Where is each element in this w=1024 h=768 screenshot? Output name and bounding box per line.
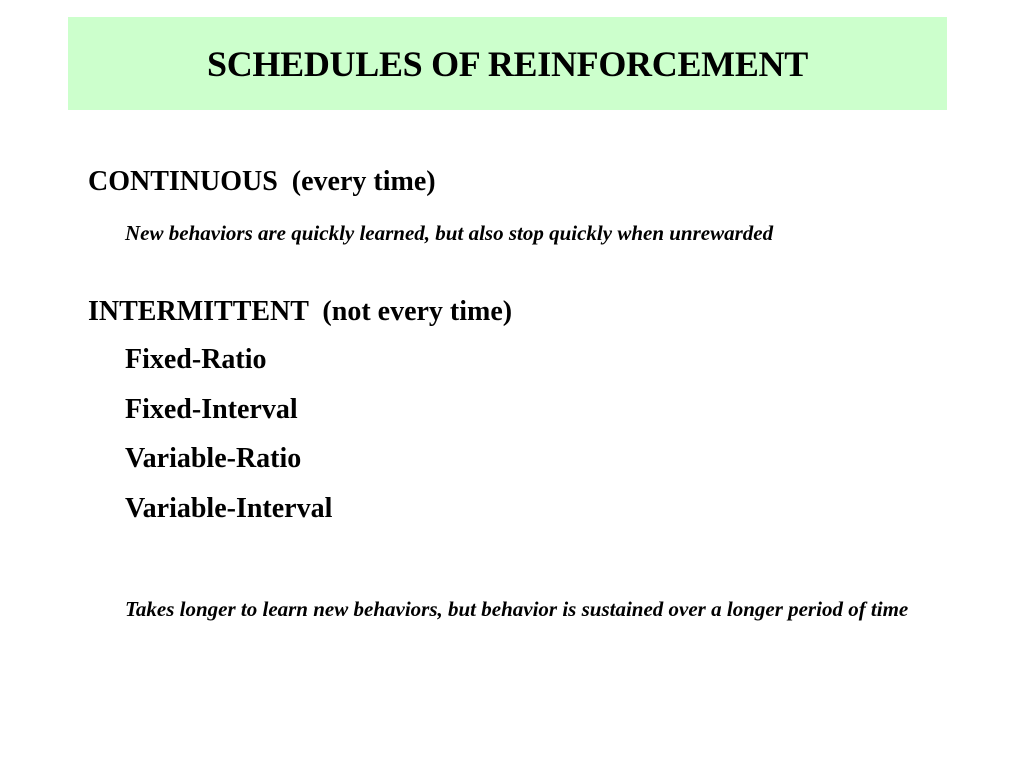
slide-title: SCHEDULES OF REINFORCEMENT (207, 43, 808, 84)
schedule-list (125, 346, 332, 544)
intermittent-note: Takes longer to learn new behaviors, but behavior is sustained over a longer period of time (125, 597, 909, 621)
schedule-item-variable-ratio: Variable-Ratio (125, 443, 302, 474)
intermittent-heading: INTERMITTENT (not every time) (88, 296, 513, 327)
continuous-heading: CONTINUOUS (every time) (88, 166, 436, 197)
title-banner (68, 17, 947, 110)
schedule-item-fixed-interval: Fixed-Interval (125, 393, 298, 425)
schedule-item-fixed-ratio: Fixed-Ratio (125, 344, 267, 375)
schedule-item-variable-interval: Variable-Interval (125, 492, 333, 524)
continuous-note: New behaviors are quickly learned, but also stop quickly when unrewarded (125, 221, 774, 245)
